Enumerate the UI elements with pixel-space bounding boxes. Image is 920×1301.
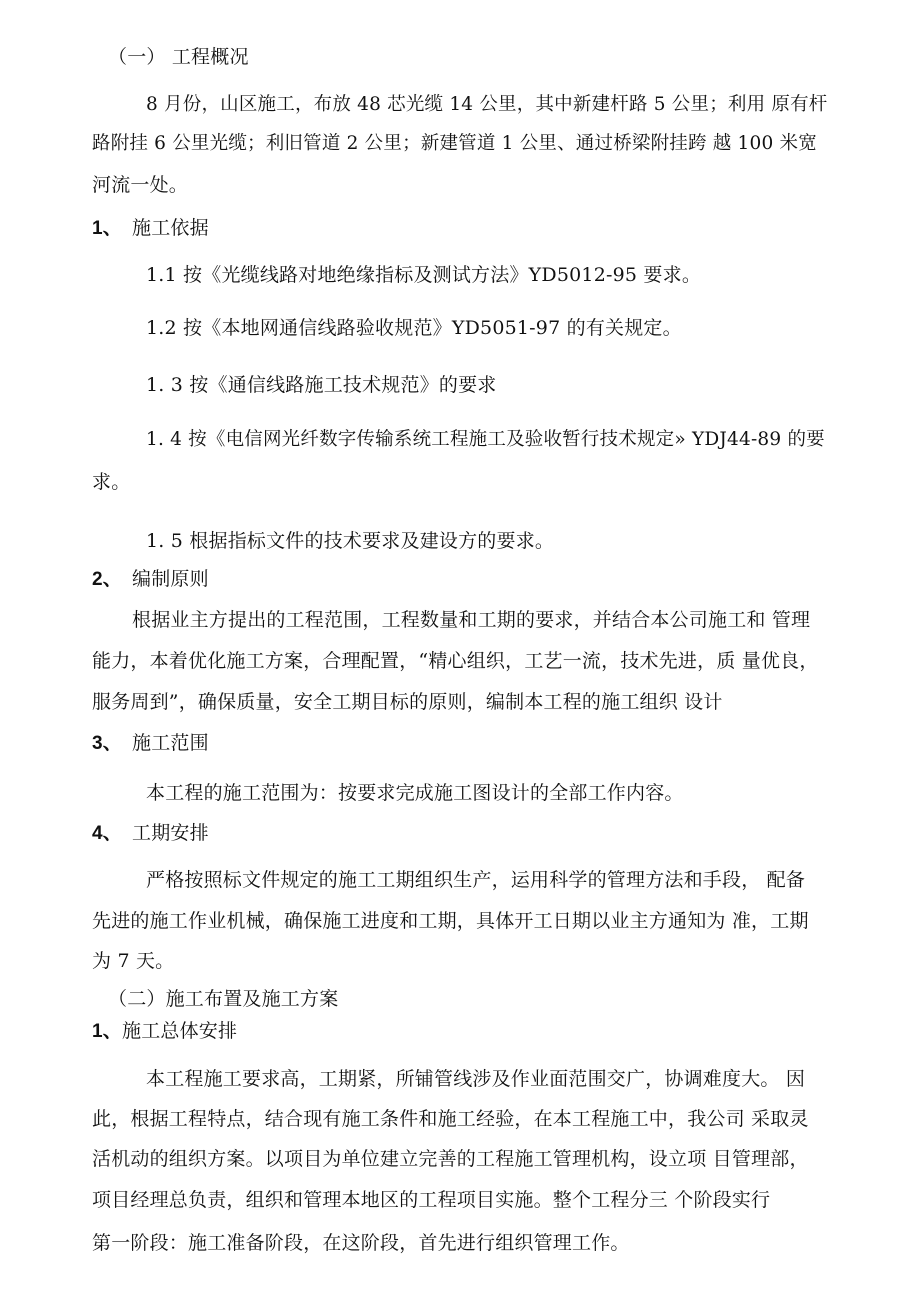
- arrangement-line-2: 此，根据工程特点，结合现有施工条件和施工经验，在本工程施工中，我公司 采取灵: [92, 1108, 809, 1130]
- basis-line-1-4-cont: 求。: [92, 471, 131, 493]
- principles-line-1: 根据业主方提出的工程范围，工程数量和工期的要求，并结合本公司施工和 管理: [132, 609, 811, 631]
- basis-line-1-5: 1. 5 根据指标文件的技术要求及建设方的要求。: [146, 530, 555, 552]
- overview-line-2: 路附挂 6 公里光缆；利旧管道 2 公里；新建管道 1 公里、通过桥梁附挂跨 越 100 米宽: [92, 133, 817, 154]
- basis-line-1-1: 1.1 按《光缆线路对地绝缘指标及测试方法》YD5012-95 要求。: [146, 264, 702, 286]
- scope-line-1: 本工程的施工范围为：按要求完成施工图设计的全部工作内容。: [146, 782, 684, 804]
- basis-line-1-2: 1.2 按《本地网通信线路验收规范》YD5051-97 的有关规定。: [146, 317, 682, 339]
- item-number: 3、: [92, 733, 122, 754]
- schedule-line-3: 为 7 天。: [92, 950, 175, 972]
- item-title: 工期安排: [132, 822, 209, 844]
- item-title: 施工总体安排: [122, 1020, 238, 1042]
- item-number: 1、: [92, 1021, 122, 1042]
- item-heading-schedule: [92, 820, 209, 847]
- arrangement-line-3: 活机动的组织方案。以项目为单位建立完善的工程施工管理机构，设立项 目管理部，: [92, 1148, 809, 1170]
- arrangement-line-1: 本工程施工要求高，工期紧，所铺管线涉及作业面范围交广，协调难度大。 因: [146, 1068, 806, 1090]
- schedule-line-2: 先进的施工作业机械，确保施工进度和工期，具体开工日期以业主方通知为 准，工期: [92, 910, 809, 932]
- overview-line-1: 8 月份，山区施工，布放 48 芯光缆 14 公里，其中新建杆路 5 公里；利用 原有杆: [146, 94, 828, 115]
- item-heading-scope: [92, 730, 209, 757]
- item-title: 施工依据: [132, 217, 209, 239]
- item-number: 2、: [92, 569, 122, 590]
- item-heading-basis: [92, 215, 209, 242]
- principles-line-2: 能力，本着优化施工方案，合理配置，“精心组织，工艺一流，技术先进，质 量优良，: [92, 650, 819, 672]
- principles-line-3: 服务周到”，确保质量，安全工期目标的原则，编制本工程的施工组织 设计: [92, 691, 723, 713]
- basis-line-1-4: 1. 4 按《电信网光纤数字传输系统工程施工及验收暂行技术规定» YDJ44-89 的要: [146, 429, 825, 450]
- section-heading-overview: （一） 工程概况: [108, 46, 249, 68]
- schedule-line-1: 严格按照标文件规定的施工工期组织生产，运用科学的管理方法和手段， 配备: [146, 869, 806, 891]
- item-title: 编制原则: [132, 568, 209, 590]
- arrangement-line-4: 项目经理总负责，组织和管理本地区的工程项目实施。整个工程分三 个阶段实行: [92, 1189, 771, 1211]
- basis-line-1-3: 1. 3 按《通信线路施工技术规范》的要求: [146, 374, 497, 396]
- item-number: 4、: [92, 823, 122, 844]
- arrangement-line-5: 第一阶段：施工准备阶段，在这阶段，首先进行组织管理工作。: [92, 1232, 630, 1254]
- section-heading-layout: （二）施工布置及施工方案: [108, 988, 339, 1010]
- item-heading-overall: [92, 1018, 237, 1045]
- item-heading-principles: [92, 566, 209, 593]
- item-number: 1、: [92, 218, 122, 239]
- overview-line-3: 河流一处。: [92, 174, 189, 196]
- item-title: 施工范围: [132, 732, 209, 754]
